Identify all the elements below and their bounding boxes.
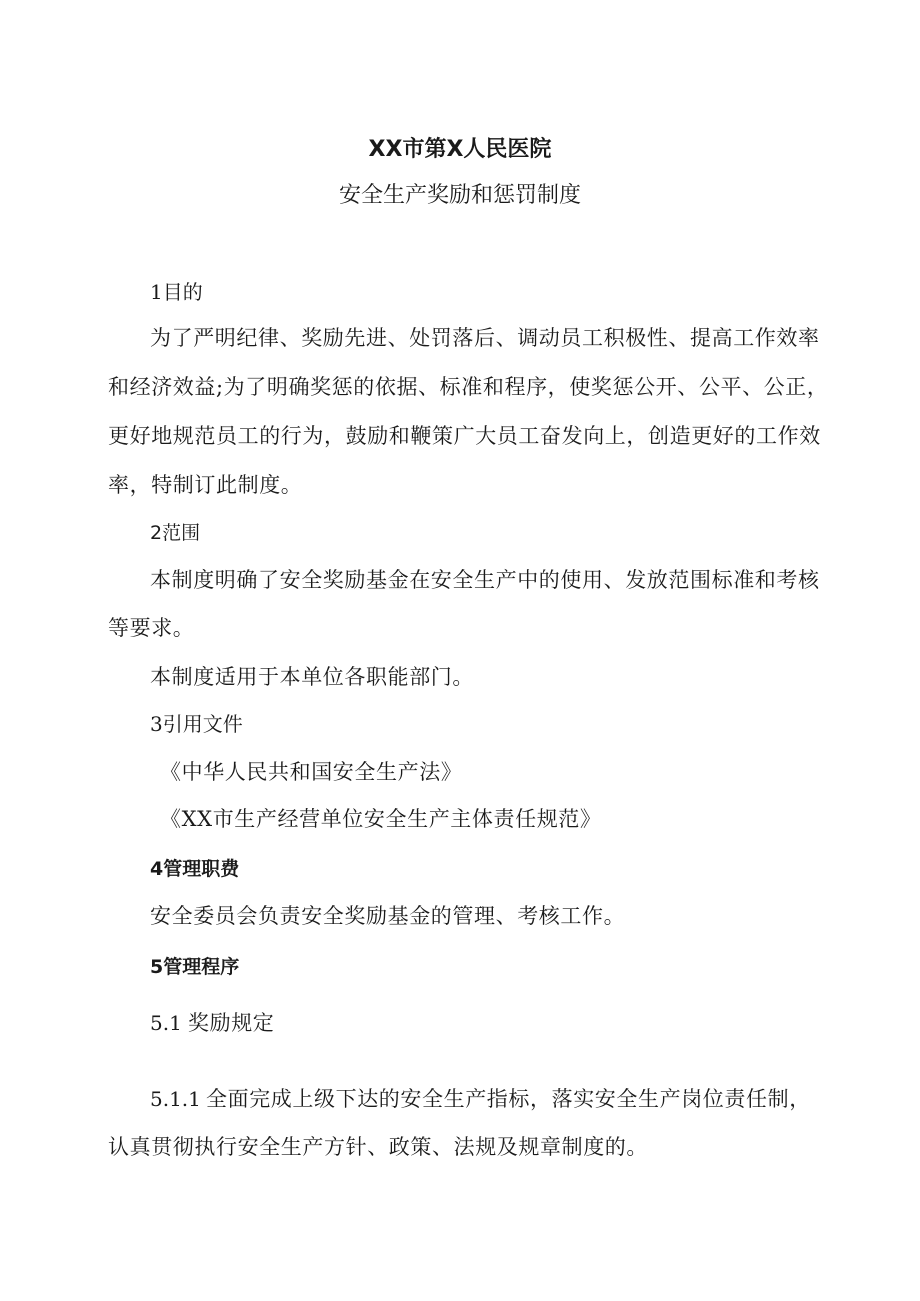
paragraph-line: 全面完成上级下达的安全生产指标，落实安全生产岗位责任制， bbox=[206, 1087, 811, 1111]
item-number: 5.1.1 bbox=[150, 1087, 201, 1111]
paragraph-line: 等要求。 bbox=[108, 616, 195, 640]
paragraph-line: 安全委员会负责安全奖励基金的管理、考核工作。 bbox=[150, 904, 626, 928]
section-heading-purpose: 1目的 bbox=[150, 280, 203, 304]
subsection-number: 5.1 bbox=[150, 1011, 182, 1035]
section-heading-scope: 2范围 bbox=[150, 522, 201, 544]
paragraph-line: 认真贯彻执行安全生产方针、政策、法规及规章制度的。 bbox=[108, 1135, 648, 1159]
paragraph-line: 本制度适用于本单位各职能部门。 bbox=[150, 665, 474, 689]
paragraph-line: 本制度明确了安全奖励基金在安全生产中的使用、发放范围标准和考核 bbox=[150, 568, 820, 592]
section-heading-procedures: 5管理程序 bbox=[150, 956, 240, 978]
paragraph-line: 为了严明纪律、奖励先进、处罚落后、调动员工积极性、提高工作效率 bbox=[150, 326, 820, 350]
section-heading-references: 3引用文件 bbox=[150, 712, 243, 736]
paragraph-line: 率，特制订此制度。 bbox=[108, 473, 303, 497]
subsection-label: 奖励规定 bbox=[188, 1011, 275, 1035]
section-heading-responsibilities: 4管理职费 bbox=[150, 858, 240, 880]
paragraph-line: 和经济效益;为了明确奖惩的依据、标准和程序，使奖惩公开、公平、公正， bbox=[108, 375, 829, 399]
paragraph-line: 更好地规范员工的行为，鼓励和鞭策广大员工奋发向上，创造更好的工作效 bbox=[108, 424, 821, 448]
reference-item: 《中华人民共和国安全生产法》 bbox=[160, 760, 463, 784]
document-title: 安全生产奖励和惩罚制度 bbox=[338, 183, 581, 208]
document-org-title: XX市第X人民医院 bbox=[368, 137, 552, 162]
reference-item: 《XX市生产经营单位安全生产主体责任规范》 bbox=[160, 807, 602, 831]
